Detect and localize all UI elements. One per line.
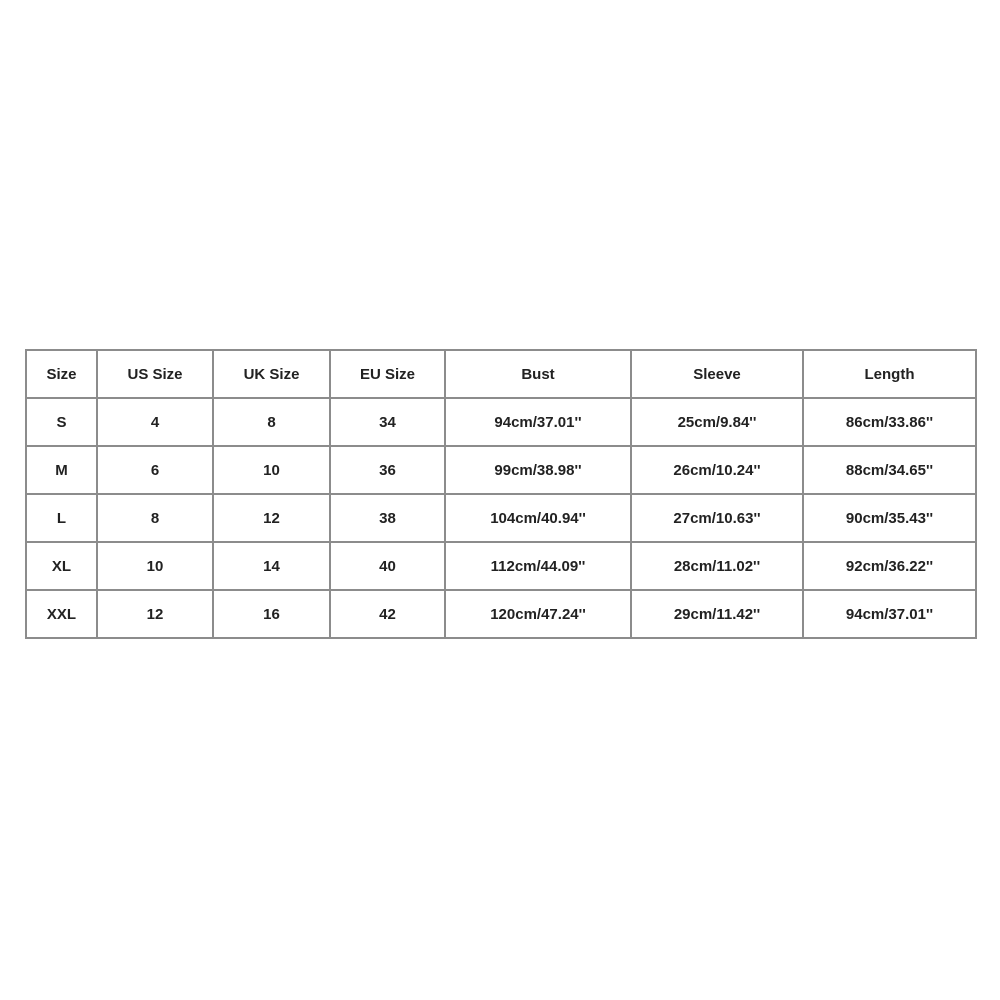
cell-length: 88cm/34.65'' [803, 446, 976, 494]
cell-eu-size: 40 [330, 542, 445, 590]
cell-length: 86cm/33.86'' [803, 398, 976, 446]
cell-uk-size: 12 [213, 494, 330, 542]
cell-us-size: 8 [97, 494, 213, 542]
cell-size: M [26, 446, 97, 494]
cell-us-size: 6 [97, 446, 213, 494]
cell-us-size: 4 [97, 398, 213, 446]
cell-bust: 112cm/44.09'' [445, 542, 631, 590]
header-length: Length [803, 350, 976, 398]
cell-sleeve: 27cm/10.63'' [631, 494, 803, 542]
table-row [26, 398, 976, 446]
cell-us-size: 10 [97, 542, 213, 590]
header-us-size: US Size [97, 350, 213, 398]
header-bust: Bust [445, 350, 631, 398]
cell-sleeve: 29cm/11.42'' [631, 590, 803, 638]
cell-eu-size: 42 [330, 590, 445, 638]
cell-bust: 104cm/40.94'' [445, 494, 631, 542]
cell-length: 94cm/37.01'' [803, 590, 976, 638]
cell-uk-size: 14 [213, 542, 330, 590]
cell-bust: 120cm/47.24'' [445, 590, 631, 638]
cell-uk-size: 16 [213, 590, 330, 638]
size-chart-body [26, 398, 976, 638]
header-eu-size: EU Size [330, 350, 445, 398]
cell-sleeve: 28cm/11.02'' [631, 542, 803, 590]
cell-us-size: 12 [97, 590, 213, 638]
cell-bust: 99cm/38.98'' [445, 446, 631, 494]
cell-sleeve: 26cm/10.24'' [631, 446, 803, 494]
cell-bust: 94cm/37.01'' [445, 398, 631, 446]
cell-size: XL [26, 542, 97, 590]
cell-eu-size: 38 [330, 494, 445, 542]
cell-uk-size: 10 [213, 446, 330, 494]
header-sleeve: Sleeve [631, 350, 803, 398]
header-size: Size [26, 350, 97, 398]
cell-length: 90cm/35.43'' [803, 494, 976, 542]
table-row [26, 590, 976, 638]
cell-eu-size: 34 [330, 398, 445, 446]
header-uk-size: UK Size [213, 350, 330, 398]
cell-sleeve: 25cm/9.84'' [631, 398, 803, 446]
cell-eu-size: 36 [330, 446, 445, 494]
cell-length: 92cm/36.22'' [803, 542, 976, 590]
size-chart-table [25, 349, 977, 639]
table-row [26, 494, 976, 542]
size-chart-header [26, 350, 976, 398]
cell-size: XXL [26, 590, 97, 638]
table-row [26, 446, 976, 494]
cell-size: L [26, 494, 97, 542]
cell-uk-size: 8 [213, 398, 330, 446]
cell-size: S [26, 398, 97, 446]
table-row [26, 542, 976, 590]
header-row [26, 350, 976, 398]
